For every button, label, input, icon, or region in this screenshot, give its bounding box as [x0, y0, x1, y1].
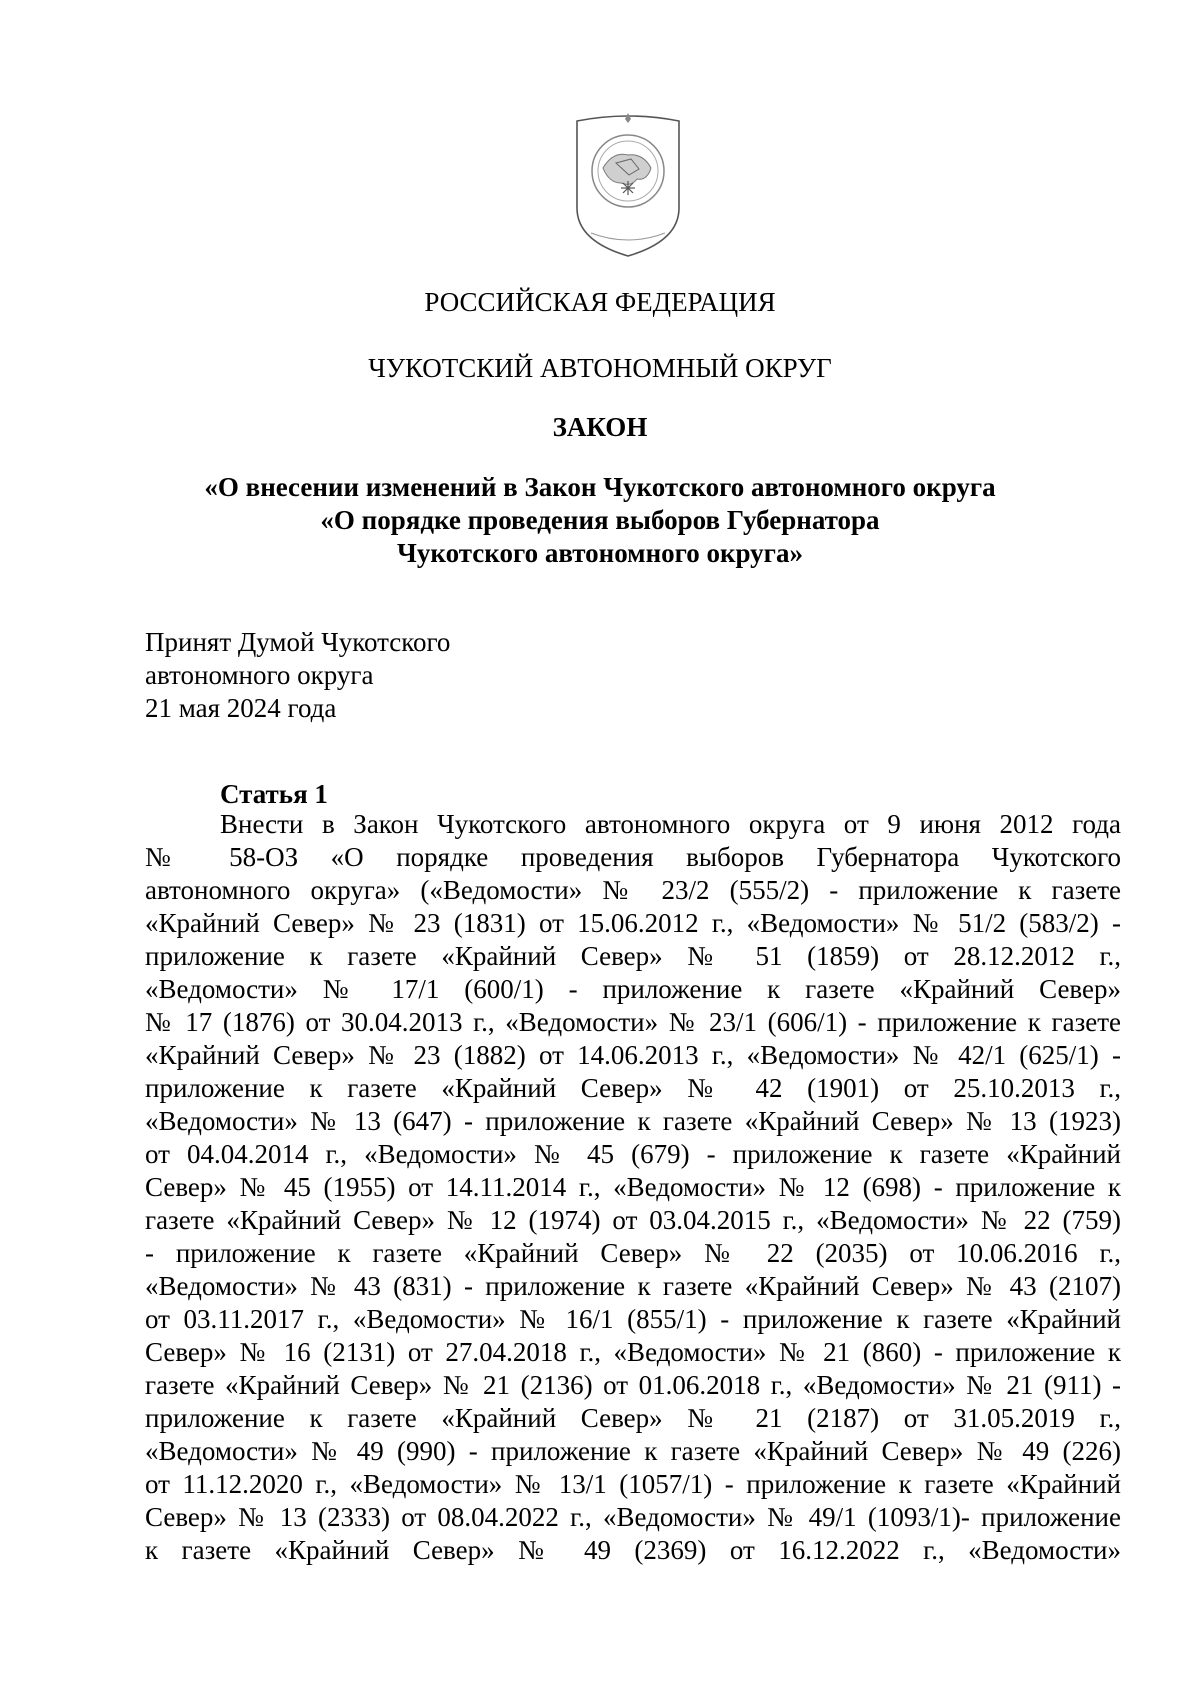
adoption-note — [145, 626, 450, 725]
region-heading: ЧУКОТСКИЙ АВТОНОМНЫЙ ОКРУГ — [368, 353, 832, 383]
article-text-line: от 03.11.2017 г., «Ведомости» № 16/1 (855/1) - приложение к газете «Крайний — [145, 1304, 1121, 1334]
article-text-line: Север» № 16 (2131) от 27.04.2018 г., «Ведомости» № 21 (860) - приложение к — [145, 1337, 1121, 1367]
article-text-line: Север» № 13 (2333) от 08.04.2022 г., «Ведомости» № 49/1 (1093/1)- приложение — [145, 1502, 1121, 1532]
article-text-line: - приложение к газете «Крайний Север» № 22 (2035) от 10.06.2016 г., — [145, 1238, 1121, 1268]
law-title-line: «О порядке проведения выборов Губернатора — [320, 505, 880, 535]
article-text-line: Внести в Закон Чукотского автономного округа от 9 июня 2012 года — [220, 809, 1121, 839]
adoption-line: Принят Думой Чукотского — [145, 627, 451, 657]
law-title-line: Чукотского автономного округа» — [397, 538, 803, 568]
article-text-line: «Ведомости» № 49 (990) - приложение к газете «Крайний Север» № 49 (226) — [145, 1436, 1121, 1466]
coat-of-arms-emblem — [571, 113, 685, 258]
article-text-line: к газете «Крайний Север» № 49 (2369) от 16.12.2022 г., «Ведомости» — [145, 1535, 1121, 1565]
article-text-line: приложение к газете «Крайний Север» № 51 (1859) от 28.12.2012 г., — [145, 941, 1121, 971]
article-text-line: газете «Крайний Север» № 12 (1974) от 03.04.2015 г., «Ведомости» № 22 (759) — [145, 1205, 1121, 1235]
article-text-line: от 04.04.2014 г., «Ведомости» № 45 (679) - приложение к газете «Крайний — [145, 1139, 1121, 1169]
article-text-line: «Крайний Север» № 23 (1882) от 14.06.2013 г., «Ведомости» № 42/1 (625/1) - — [145, 1040, 1121, 1070]
article-text-line: «Ведомости» № 17/1 (600/1) - приложение к газете «Крайний Север» — [145, 974, 1121, 1004]
article-text-line: «Ведомости» № 13 (647) - приложение к газете «Крайний Север» № 13 (1923) — [145, 1106, 1121, 1136]
article-text-line: от 11.12.2020 г., «Ведомости» № 13/1 (1057/1) - приложение к газете «Крайний — [145, 1469, 1121, 1499]
adoption-line: автономного округа — [145, 660, 374, 690]
article-body — [145, 808, 1121, 1567]
article-text-line: приложение к газете «Крайний Север» № 21 (2187) от 31.05.2019 г., — [145, 1403, 1121, 1433]
article-text-line: «Ведомости» № 43 (831) - приложение к газете «Крайний Север» № 43 (2107) — [145, 1271, 1121, 1301]
adoption-date: 21 мая 2024 года — [145, 693, 337, 723]
article-text-line: газете «Крайний Север» № 21 (2136) от 01.06.2018 г., «Ведомости» № 21 (911) - — [145, 1370, 1121, 1400]
law-title — [0, 471, 1200, 570]
article-text-line: Север» № 45 (1955) от 14.11.2014 г., «Ведомости» № 12 (698) - приложение к — [145, 1172, 1121, 1202]
article-text-line: приложение к газете «Крайний Север» № 42 (1901) от 25.10.2013 г., — [145, 1073, 1121, 1103]
law-title-line: «О внесении изменений в Закон Чукотского автономного округа — [204, 472, 996, 502]
document-type-heading: ЗАКОН — [552, 412, 648, 442]
country-heading: РОССИЙСКАЯ ФЕДЕРАЦИЯ — [424, 287, 776, 317]
article-text-line: № 17 (1876) от 30.04.2013 г., «Ведомости» № 23/1 (606/1) - приложение к газете — [145, 1007, 1121, 1037]
article-heading: Статья 1 — [220, 779, 328, 809]
article-text-line: «Крайний Север» № 23 (1831) от 15.06.2012 г., «Ведомости» № 51/2 (583/2) - — [145, 908, 1121, 938]
article-text-line: № 58-ОЗ «О порядке проведения выборов Губернатора Чукотского — [145, 842, 1121, 872]
article-text-line: автономного округа» («Ведомости» № 23/2 (555/2) - приложение к газете — [145, 875, 1121, 905]
